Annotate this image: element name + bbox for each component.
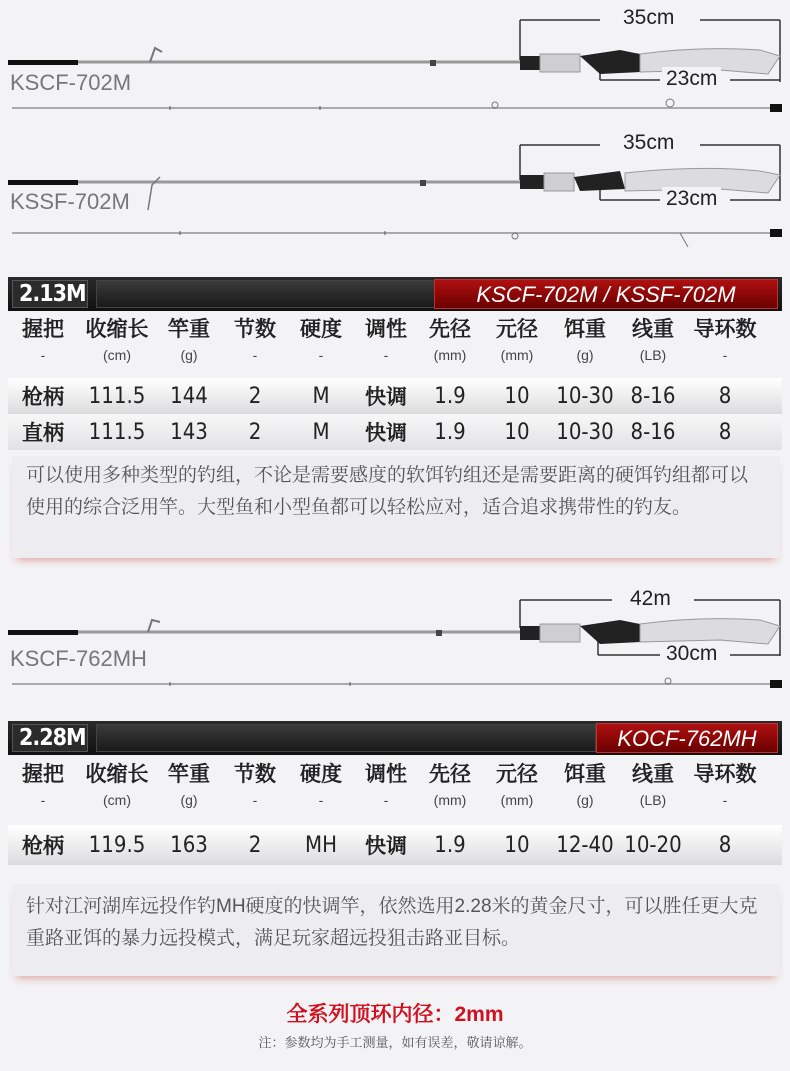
footer-title: 全系列顶环内径：2mm (286, 1003, 504, 1026)
header-cell: 先径 (429, 317, 471, 341)
table-row (8, 414, 782, 450)
header-cell: 线重 (632, 762, 674, 786)
unit-cell: - (40, 792, 46, 808)
unit-cell: (LB) (639, 792, 667, 808)
data-cell: 12-40 (556, 832, 614, 858)
grip-length-dim: 23cm (662, 187, 721, 211)
header-cell: 节数 (234, 762, 276, 786)
data-cell: 8-16 (630, 383, 676, 409)
grip-length-dim: 23cm (662, 67, 721, 91)
table-row (8, 378, 782, 414)
data-cell: 10-30 (556, 383, 614, 409)
unit-cell: - (252, 347, 258, 363)
data-cell: 10-20 (624, 832, 682, 858)
table-units-row (8, 789, 782, 811)
description-2: 针对江河湖库远投作钓MH硬度的快调竿，依然选用2.28米的黄金尺寸，可以胜任更大克重路亚饵的暴力远投模式，满足玩家超远投狙击路亚目标。 (12, 884, 780, 976)
data-cell: M (312, 419, 330, 445)
header-cell: 收缩长 (85, 762, 149, 786)
data-cell: 111.5 (88, 383, 146, 409)
unit-cell: (g) (180, 347, 198, 363)
header-cell: 元径 (496, 762, 538, 786)
table-units-row (8, 344, 782, 366)
data-cell: 8-16 (630, 419, 676, 445)
footer-note: 注：参数均为手工测量，如有误差，敬请谅解。 (258, 1035, 532, 1050)
data-cell: 111.5 (88, 419, 146, 445)
header-cell: 收缩长 (85, 317, 149, 341)
spec-table-2 (8, 757, 782, 865)
unit-cell: (g) (576, 792, 594, 808)
header-cell: 元径 (496, 317, 538, 341)
total-length-dim: 35cm (619, 131, 678, 155)
data-cell: 1.9 (434, 383, 466, 409)
data-cell: 119.5 (88, 832, 146, 858)
data-cell: 10 (504, 383, 530, 409)
banner-bar (96, 280, 436, 308)
table-header-row (8, 312, 782, 344)
unit-cell: - (252, 792, 258, 808)
data-cell: 枪柄 (22, 385, 64, 409)
header-cell: 调性 (365, 762, 407, 786)
data-cell: 2 (248, 832, 262, 858)
unit-cell: (mm) (500, 792, 534, 808)
unit-cell: - (318, 792, 324, 808)
unit-cell: (g) (576, 347, 594, 363)
data-cell: 144 (170, 383, 208, 409)
unit-cell: (mm) (500, 347, 534, 363)
header-cell: 竿重 (168, 317, 210, 341)
model-label: KSCF-762MH (10, 646, 147, 671)
data-cell: 快调 (365, 421, 407, 445)
header-cell: 线重 (632, 317, 674, 341)
model-names: KOCF-762MH (596, 723, 778, 753)
data-cell: 2 (248, 419, 262, 445)
unit-cell: (cm) (103, 792, 131, 808)
data-cell: 2 (248, 383, 262, 409)
header-cell: 饵重 (564, 762, 606, 786)
unit-cell: - (383, 792, 389, 808)
unit-cell: - (318, 347, 324, 363)
model-label: KSSF-702M (10, 189, 130, 214)
data-cell: 1.9 (434, 419, 466, 445)
data-cell: M (312, 383, 330, 409)
data-cell: 8 (718, 419, 732, 445)
header-cell: 导环数 (693, 317, 757, 341)
table-row (8, 825, 782, 865)
data-cell: 10 (504, 419, 530, 445)
header-cell: 节数 (234, 317, 276, 341)
data-cell: 1.9 (434, 832, 466, 858)
data-cell: 163 (170, 832, 208, 858)
unit-cell: (mm) (433, 792, 467, 808)
total-length-dim: 42m (626, 587, 675, 611)
unit-cell: (g) (180, 792, 198, 808)
rod-length-badge: 2.13M (12, 280, 88, 308)
description-1: 可以使用多种类型的钓组，不论是需要感度的软饵钓组还是需要距离的硬饵钓组都可以使用的综合泛用竿。大型鱼和小型鱼都可以轻松应对，适合追求携带性的钓友。 (12, 456, 780, 558)
data-cell: 枪柄 (22, 834, 64, 858)
header-cell: 调性 (365, 317, 407, 341)
rod-image-kssf-702m (0, 125, 790, 250)
data-cell: 10 (504, 832, 530, 858)
header-cell: 竿重 (168, 762, 210, 786)
model-label: KSCF-702M (10, 70, 132, 95)
data-cell: 143 (170, 419, 208, 445)
spec-banner (8, 721, 782, 755)
total-length-dim: 35cm (619, 6, 678, 30)
header-cell: 硬度 (300, 762, 342, 786)
unit-cell: - (40, 347, 46, 363)
unit-cell: (mm) (433, 347, 467, 363)
data-cell: MH (305, 832, 337, 858)
table-header-row (8, 757, 782, 789)
grip-length-dim: 30cm (662, 642, 721, 666)
unit-cell: (LB) (639, 347, 667, 363)
rod-image-kscf-702m (0, 0, 790, 125)
header-cell: 导环数 (693, 762, 757, 786)
data-cell: 快调 (365, 834, 407, 858)
rod-image-kscf-762mh (0, 580, 790, 695)
header-cell: 握把 (22, 762, 64, 786)
banner-bar (96, 724, 596, 752)
model-names: KSCF-702M / KSSF-702M (434, 279, 778, 309)
unit-cell: - (722, 347, 728, 363)
data-cell: 8 (718, 832, 732, 858)
unit-cell: - (722, 792, 728, 808)
data-cell: 直柄 (22, 421, 64, 445)
header-cell: 握把 (22, 317, 64, 341)
unit-cell: (cm) (103, 347, 131, 363)
header-cell: 硬度 (300, 317, 342, 341)
data-cell: 10-30 (556, 419, 614, 445)
header-cell: 饵重 (564, 317, 606, 341)
spec-table-1 (8, 312, 782, 450)
rod-length-badge: 2.28M (12, 724, 88, 752)
data-cell: 快调 (365, 385, 407, 409)
spec-banner (8, 277, 782, 311)
unit-cell: - (383, 347, 389, 363)
data-cell: 8 (718, 383, 732, 409)
header-cell: 先径 (429, 762, 471, 786)
